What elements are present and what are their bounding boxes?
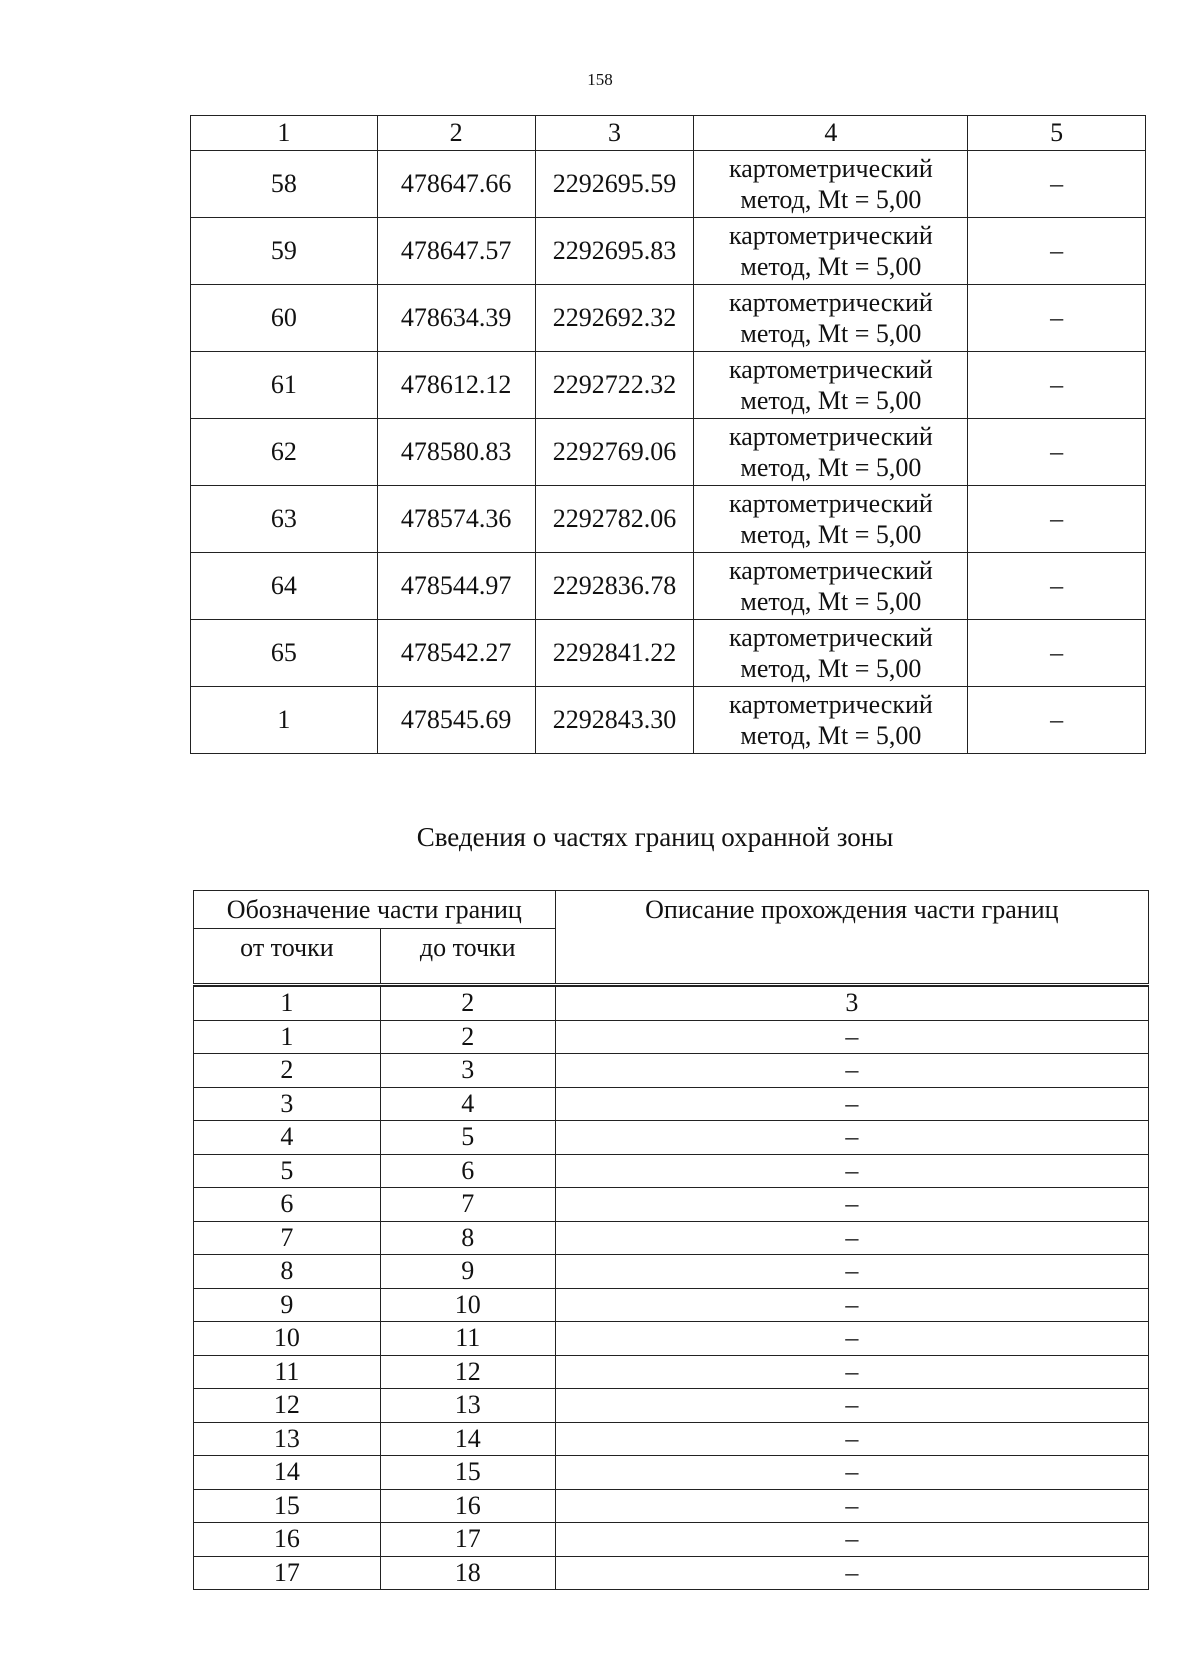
x-coordinate: 478542.27 [377, 620, 535, 687]
x-coordinate: 478574.36 [377, 486, 535, 553]
note-cell: – [968, 687, 1146, 754]
point-number: 63 [191, 486, 378, 553]
from-point: 16 [194, 1523, 381, 1557]
designation-header: Обозначение части границ [194, 891, 556, 929]
description-cell: – [555, 1221, 1148, 1255]
from-point: 13 [194, 1422, 381, 1456]
to-point: 8 [380, 1221, 555, 1255]
to-point: 14 [380, 1422, 555, 1456]
table-row [194, 1456, 1149, 1490]
section-title: Сведения о частях границ охранной зоны [416, 822, 894, 852]
note-cell: – [968, 620, 1146, 687]
description-cell: – [555, 1255, 1148, 1289]
table-row [194, 1523, 1149, 1557]
method-line: картометрический [728, 556, 933, 585]
table-row [194, 1422, 1149, 1456]
method-cell [694, 687, 968, 754]
description-cell: – [555, 1121, 1148, 1155]
to-point: 15 [380, 1456, 555, 1490]
from-point: 2 [194, 1054, 381, 1088]
coordinates-header-row [191, 116, 1146, 151]
table-row [194, 1188, 1149, 1222]
table-row [194, 1087, 1149, 1121]
from-point: 15 [194, 1489, 381, 1523]
from-point: 5 [194, 1154, 381, 1188]
x-coordinate: 478544.97 [377, 553, 535, 620]
column-number-header: 3 [555, 987, 1148, 1021]
from-point: 3 [194, 1087, 381, 1121]
table-row [194, 1322, 1149, 1356]
x-coordinate: 478634.39 [377, 285, 535, 352]
to-point: 9 [380, 1255, 555, 1289]
method-line: метод, Mt = 5,00 [740, 453, 922, 482]
description-cell: – [555, 1020, 1148, 1054]
point-number: 58 [191, 151, 378, 218]
method-line: картометрический [728, 355, 933, 384]
table-row [194, 1255, 1149, 1289]
table-row [194, 1154, 1149, 1188]
method-cell [694, 352, 968, 419]
description-cell: – [555, 1154, 1148, 1188]
x-coordinate: 478647.66 [377, 151, 535, 218]
point-number: 64 [191, 553, 378, 620]
method-line: картометрический [728, 221, 933, 250]
to-point: 11 [380, 1322, 555, 1356]
table-row [191, 285, 1146, 352]
x-coordinate: 478545.69 [377, 687, 535, 754]
y-coordinate: 2292695.83 [535, 218, 694, 285]
note-cell: – [968, 486, 1146, 553]
description-cell: – [555, 1355, 1148, 1389]
column-number-header: 5 [968, 116, 1146, 151]
column-number-header: 2 [377, 116, 535, 151]
column-number-header: 4 [694, 116, 968, 151]
parts-header-row [194, 891, 1149, 929]
page-number: 158 [587, 70, 613, 89]
to-point: 7 [380, 1188, 555, 1222]
table-row [191, 553, 1146, 620]
point-number: 62 [191, 419, 378, 486]
note-cell: – [968, 151, 1146, 218]
method-line: картометрический [728, 422, 933, 451]
to-point: 5 [380, 1121, 555, 1155]
y-coordinate: 2292782.06 [535, 486, 694, 553]
from-point: 11 [194, 1355, 381, 1389]
column-number-header: 1 [194, 987, 381, 1021]
table-row [194, 1288, 1149, 1322]
method-cell [694, 620, 968, 687]
method-cell [694, 218, 968, 285]
from-point: 10 [194, 1322, 381, 1356]
description-cell: – [555, 1523, 1148, 1557]
description-cell: – [555, 1389, 1148, 1423]
from-point-header: от точки [194, 929, 381, 985]
to-point: 16 [380, 1489, 555, 1523]
description-cell: – [555, 1054, 1148, 1088]
point-number: 65 [191, 620, 378, 687]
method-line: метод, Mt = 5,00 [740, 654, 922, 683]
x-coordinate: 478612.12 [377, 352, 535, 419]
method-cell [694, 151, 968, 218]
to-point-header: до точки [380, 929, 555, 985]
note-cell: – [968, 352, 1146, 419]
to-point: 4 [380, 1087, 555, 1121]
from-point: 9 [194, 1288, 381, 1322]
to-point: 10 [380, 1288, 555, 1322]
table-row [191, 352, 1146, 419]
description-cell: – [555, 1489, 1148, 1523]
description-cell: – [555, 1288, 1148, 1322]
column-numbering-row [194, 987, 1149, 1021]
table-row [194, 1054, 1149, 1088]
method-cell [694, 486, 968, 553]
y-coordinate: 2292692.32 [535, 285, 694, 352]
table-row [194, 1389, 1149, 1423]
y-coordinate: 2292695.59 [535, 151, 694, 218]
boundary-parts-table [193, 890, 1149, 1590]
method-cell [694, 553, 968, 620]
point-number: 59 [191, 218, 378, 285]
note-cell: – [968, 285, 1146, 352]
from-point: 7 [194, 1221, 381, 1255]
table-row [191, 687, 1146, 754]
method-line: картометрический [728, 623, 933, 652]
description-cell: – [555, 1456, 1148, 1490]
point-number: 1 [191, 687, 378, 754]
method-line: метод, Mt = 5,00 [740, 386, 922, 415]
method-line: картометрический [728, 690, 933, 719]
table-row [194, 1221, 1149, 1255]
description-cell: – [555, 1322, 1148, 1356]
coordinates-table [190, 115, 1146, 754]
description-header: Описание прохождения части границ [555, 891, 1148, 985]
from-point: 1 [194, 1020, 381, 1054]
point-number: 61 [191, 352, 378, 419]
y-coordinate: 2292722.32 [535, 352, 694, 419]
description-cell: – [555, 1188, 1148, 1222]
method-cell [694, 419, 968, 486]
table-row [194, 1020, 1149, 1054]
description-cell: – [555, 1087, 1148, 1121]
from-point: 4 [194, 1121, 381, 1155]
to-point: 6 [380, 1154, 555, 1188]
x-coordinate: 478647.57 [377, 218, 535, 285]
table-row [194, 1121, 1149, 1155]
y-coordinate: 2292769.06 [535, 419, 694, 486]
from-point: 14 [194, 1456, 381, 1490]
method-line: метод, Mt = 5,00 [740, 587, 922, 616]
method-line: картометрический [728, 489, 933, 518]
to-point: 2 [380, 1020, 555, 1054]
method-cell [694, 285, 968, 352]
from-point: 6 [194, 1188, 381, 1222]
to-point: 3 [380, 1054, 555, 1088]
description-cell: – [555, 1556, 1148, 1590]
point-number: 60 [191, 285, 378, 352]
to-point: 18 [380, 1556, 555, 1590]
column-number-header: 3 [535, 116, 694, 151]
method-line: метод, Mt = 5,00 [740, 185, 922, 214]
y-coordinate: 2292843.30 [535, 687, 694, 754]
from-point: 17 [194, 1556, 381, 1590]
x-coordinate: 478580.83 [377, 419, 535, 486]
column-number-header: 2 [380, 987, 555, 1021]
method-line: картометрический [728, 288, 933, 317]
table-row [191, 419, 1146, 486]
to-point: 13 [380, 1389, 555, 1423]
method-line: картометрический [728, 154, 933, 183]
method-line: метод, Mt = 5,00 [740, 520, 922, 549]
from-point: 12 [194, 1389, 381, 1423]
table-row [194, 1556, 1149, 1590]
y-coordinate: 2292841.22 [535, 620, 694, 687]
note-cell: – [968, 218, 1146, 285]
table-row [191, 486, 1146, 553]
table-row [194, 1489, 1149, 1523]
table-row [191, 151, 1146, 218]
note-cell: – [968, 553, 1146, 620]
table-row [191, 620, 1146, 687]
to-point: 17 [380, 1523, 555, 1557]
method-line: метод, Mt = 5,00 [740, 319, 922, 348]
from-point: 8 [194, 1255, 381, 1289]
description-cell: – [555, 1422, 1148, 1456]
method-line: метод, Mt = 5,00 [740, 252, 922, 281]
note-cell: – [968, 419, 1146, 486]
column-number-header: 1 [191, 116, 378, 151]
y-coordinate: 2292836.78 [535, 553, 694, 620]
table-row [194, 1355, 1149, 1389]
method-line: метод, Mt = 5,00 [740, 721, 922, 750]
to-point: 12 [380, 1355, 555, 1389]
table-row [191, 218, 1146, 285]
